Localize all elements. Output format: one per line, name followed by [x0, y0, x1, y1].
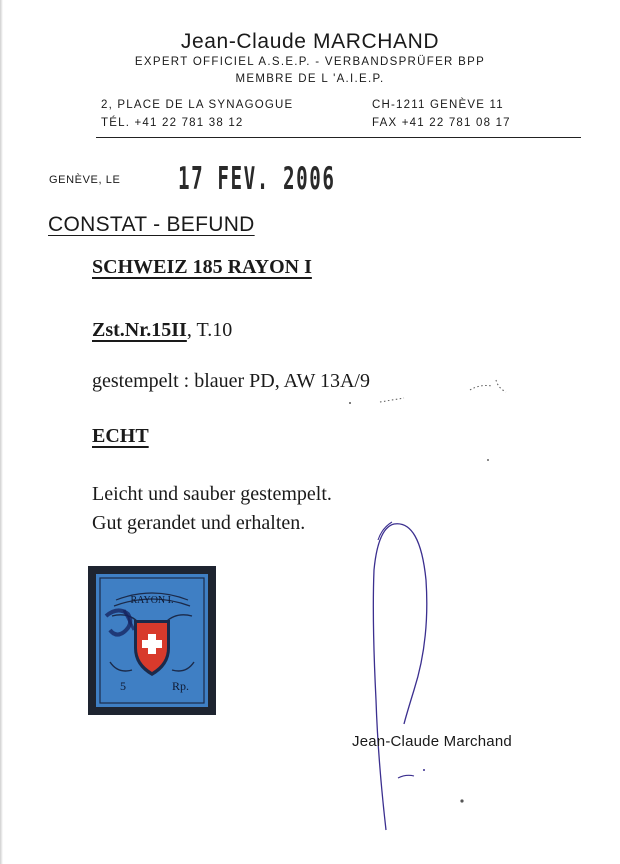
date-stamp: 17 FEV. 2006: [178, 161, 336, 197]
page-edge: [0, 0, 3, 864]
cancellation-line: gestempelt : blauer PD, AW 13A/9: [92, 370, 370, 392]
stamp-value: 5: [120, 679, 126, 693]
catalog-number: Zst.Nr.15II: [92, 319, 187, 341]
stamp-description: SCHWEIZ 185 RAYON I: [92, 256, 312, 278]
signature-name: Jean-Claude Marchand: [352, 733, 512, 750]
stamp-top-text: RAYON I.: [130, 595, 174, 606]
verdict: ECHT: [92, 425, 149, 447]
signature-stroke: [373, 524, 426, 830]
header-divider: [96, 137, 581, 138]
address-city: CH-1211 GENÈVE 11: [372, 99, 504, 111]
expert-credentials: EXPERT OFFICIEL A.S.E.P. - VERBANDSPRÜFER BPP: [134, 56, 486, 68]
document-heading: CONSTAT - BEFUND: [48, 213, 255, 236]
stamp-currency: Rp.: [172, 679, 190, 693]
catalog-type: , T.10: [186, 319, 233, 341]
stamp-photo: [88, 566, 216, 715]
remark-line-1: Leicht und sauber gestempelt.: [92, 483, 332, 505]
catalog-line: [92, 319, 232, 342]
place-label: GENÈVE, LE: [49, 174, 121, 186]
fax: FAX +41 22 781 08 17: [372, 117, 511, 129]
expert-membership: MEMBRE DE L 'A.I.E.P.: [235, 73, 385, 85]
address-street: 2, PLACE DE LA SYNAGOGUE: [101, 99, 294, 111]
expert-name: Jean-Claude MARCHAND: [180, 30, 440, 53]
telephone: TÉL. +41 22 781 38 12: [101, 117, 244, 129]
remark-line-2: Gut gerandet und erhalten.: [92, 512, 306, 534]
